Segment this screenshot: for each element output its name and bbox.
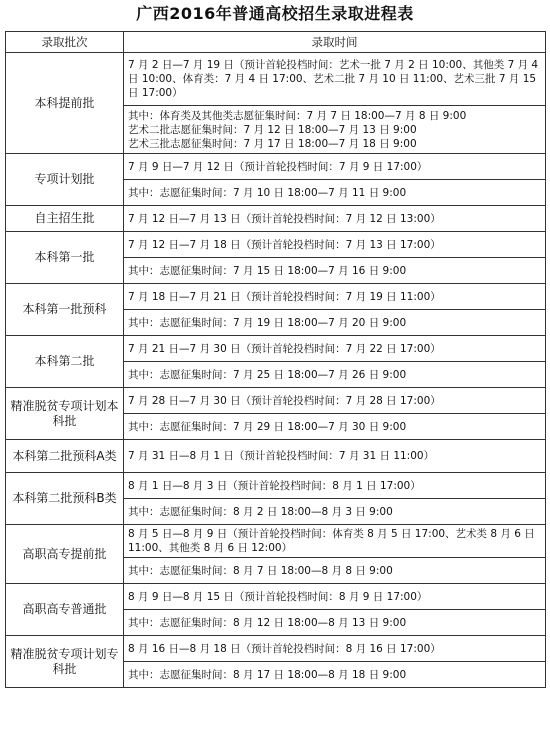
admission-time-text: 7 月 28 日—7 月 30 日（预计首轮投档时间：7 月 28 日 17:00） <box>128 394 441 407</box>
admission-time-cell <box>124 440 546 473</box>
table-row <box>6 284 546 310</box>
admission-time-cell <box>124 106 546 154</box>
admission-time-cell <box>124 499 546 525</box>
batch-name-cell: 本科第二批 <box>6 336 124 388</box>
admission-time-cell <box>124 636 546 662</box>
column-header-time: 录取时间 <box>124 32 546 53</box>
admission-time-text: 艺术三批志愿征集时间：7 月 17 日 18:00—7 月 18 日 9:00 <box>128 137 417 150</box>
admission-time-text: 其中：志愿征集时间：7 月 25 日 18:00—7 月 26 日 9:00 <box>128 368 407 381</box>
table-row <box>6 636 546 662</box>
admission-time-text: 7 月 12 日—7 月 13 日（预计首轮投档时间：7 月 12 日 13:00） <box>128 212 441 225</box>
table-header-row <box>6 32 546 53</box>
admission-time-cell <box>124 53 546 106</box>
batch-name-cell: 本科提前批 <box>6 53 124 154</box>
admission-time-text: 7 月 2 日—7 月 19 日（预计首轮投档时间：艺术一批 7 月 2 日 10:00、其他类 7 月 4 日 10:00、体育类：7 月 4 日 17:00、艺术二批 7 月 10 日 11:00、艺术三批 7 月 15 日 17:00） <box>128 59 539 99</box>
batch-name-cell: 高职高专普通批 <box>6 584 124 636</box>
admission-time-text: 其中：志愿征集时间：7 月 10 日 18:00—7 月 11 日 9:00 <box>128 186 407 199</box>
admission-time-text: 其中：志愿征集时间：8 月 12 日 18:00—8 月 13 日 9:00 <box>128 616 407 629</box>
batch-name-cell: 精准脱贫专项计划本科批 <box>6 388 124 440</box>
admission-time-cell <box>124 584 546 610</box>
admission-time-cell <box>124 284 546 310</box>
batch-name-cell: 专项计划批 <box>6 154 124 206</box>
table-row <box>6 584 546 610</box>
admission-time-text: 其中：志愿征集时间：8 月 17 日 18:00—8 月 18 日 9:00 <box>128 668 407 681</box>
admission-time-cell <box>124 258 546 284</box>
table-row <box>6 154 546 180</box>
admission-time-cell <box>124 388 546 414</box>
batch-name-cell: 精准脱贫专项计划专科批 <box>6 636 124 688</box>
admission-time-text: 艺术二批志愿征集时间：7 月 12 日 18:00—7 月 13 日 9:00 <box>128 123 417 136</box>
batch-name-cell: 高职高专提前批 <box>6 525 124 584</box>
admission-time-cell <box>124 232 546 258</box>
admission-time-text: 7 月 21 日—7 月 30 日（预计首轮投档时间：7 月 22 日 17:00） <box>128 342 441 355</box>
admission-time-text: 7 月 12 日—7 月 18 日（预计首轮投档时间：7 月 13 日 17:00） <box>128 238 441 251</box>
admission-time-cell <box>124 180 546 206</box>
admission-schedule-table <box>5 31 546 688</box>
admission-time-text: 其中：志愿征集时间：7 月 19 日 18:00—7 月 20 日 9:00 <box>128 316 407 329</box>
admission-time-cell <box>124 558 546 584</box>
admission-time-cell <box>124 414 546 440</box>
batch-name-cell: 本科第一批预科 <box>6 284 124 336</box>
table-row <box>6 53 546 106</box>
table-row <box>6 336 546 362</box>
table-row <box>6 473 546 499</box>
admission-time-text: 其中：体育类及其他类志愿征集时间：7 月 7 日 18:00—7 月 8 日 9:00 <box>128 109 467 122</box>
admission-time-text: 其中：志愿征集时间：7 月 29 日 18:00—7 月 30 日 9:00 <box>128 420 407 433</box>
batch-name-cell: 本科第一批 <box>6 232 124 284</box>
admission-time-cell <box>124 362 546 388</box>
admission-time-text: 8 月 16 日—8 月 18 日（预计首轮投档时间：8 月 16 日 17:00） <box>128 642 441 655</box>
admission-time-cell <box>124 154 546 180</box>
batch-name-cell: 自主招生批 <box>6 206 124 232</box>
admission-time-text: 8 月 9 日—8 月 15 日（预计首轮投档时间：8 月 9 日 17:00） <box>128 590 428 603</box>
admission-time-text: 其中：志愿征集时间：8 月 2 日 18:00—8 月 3 日 9:00 <box>128 505 393 518</box>
admission-time-text: 其中：志愿征集时间：7 月 15 日 18:00—7 月 16 日 9:00 <box>128 264 407 277</box>
admission-time-cell <box>124 336 546 362</box>
table-body <box>6 53 546 688</box>
admission-time-cell <box>124 525 546 558</box>
admission-time-text: 其中：志愿征集时间：8 月 7 日 18:00—8 月 8 日 9:00 <box>128 564 393 577</box>
admission-time-text: 8 月 5 日—8 月 9 日（预计首轮投档时间：体育类 8 月 5 日 17:00、艺术类 8 月 6 日 11:00、其他类 8 月 6 日 12:00） <box>128 528 535 554</box>
batch-name-cell: 本科第二批预科A类 <box>6 440 124 473</box>
admission-time-text: 8 月 1 日—8 月 3 日（预计首轮投档时间：8 月 1 日 17:00） <box>128 479 421 492</box>
table-row <box>6 232 546 258</box>
batch-name-cell: 本科第二批预科B类 <box>6 473 124 525</box>
admission-time-text: 7 月 9 日—7 月 12 日（预计首轮投档时间：7 月 9 日 17:00） <box>128 160 428 173</box>
table-row <box>6 206 546 232</box>
admission-time-text: 7 月 18 日—7 月 21 日（预计首轮投档时间：7 月 19 日 11:00） <box>128 290 441 303</box>
table-row <box>6 525 546 558</box>
admission-time-cell <box>124 206 546 232</box>
table-row <box>6 388 546 414</box>
admission-time-cell <box>124 610 546 636</box>
column-header-batch: 录取批次 <box>6 32 124 53</box>
page-title: 广西2016年普通高校招生录取进程表 <box>136 4 414 23</box>
admission-time-cell <box>124 662 546 688</box>
admission-time-cell <box>124 473 546 499</box>
admission-time-text: 7 月 31 日—8 月 1 日（预计首轮投档时间：7 月 31 日 11:00） <box>128 450 435 462</box>
table-row <box>6 440 546 473</box>
admission-time-cell <box>124 310 546 336</box>
